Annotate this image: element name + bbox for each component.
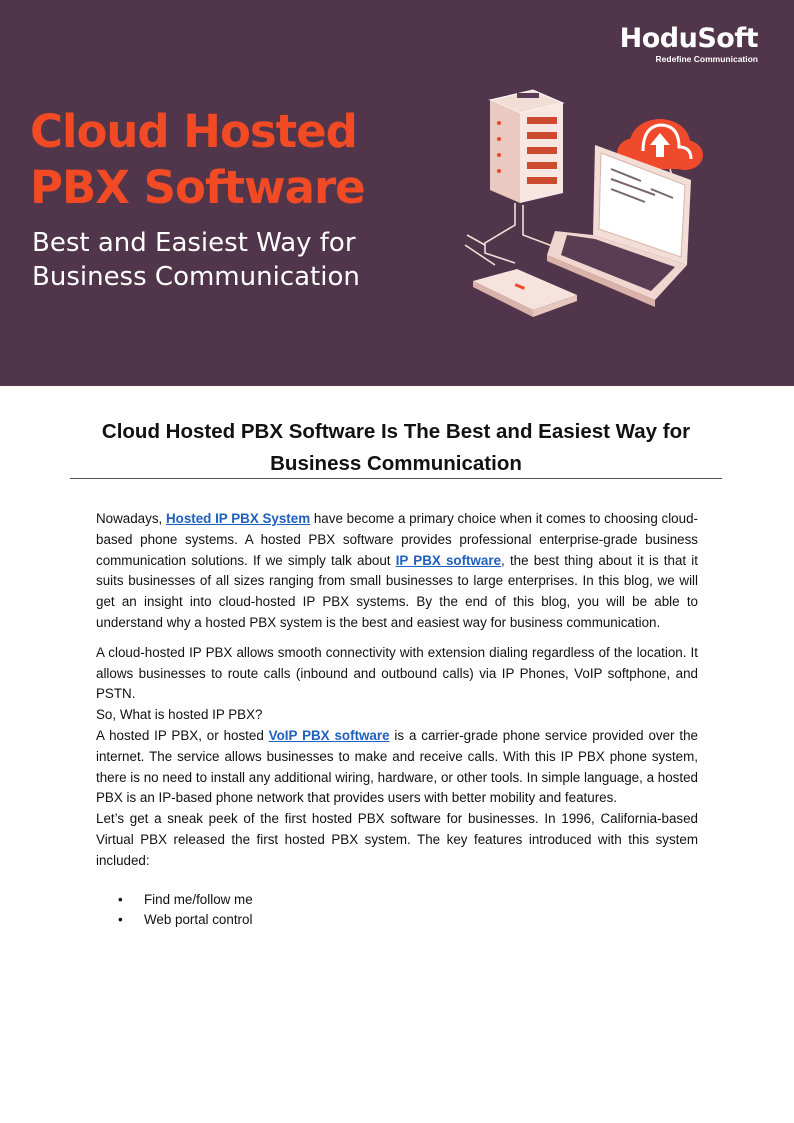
banner-subtitle-line2: Business Communication — [32, 262, 360, 292]
logo-name: HoduSoft — [619, 23, 758, 54]
list-item-text: Web portal control — [144, 911, 253, 927]
hosted-ip-pbx-system-link[interactable]: Hosted IP PBX System — [165, 511, 311, 526]
heading-divider — [70, 478, 722, 479]
article-body — [96, 509, 698, 930]
bullet-icon: • — [118, 911, 123, 927]
banner-title — [30, 104, 450, 216]
definition-text-1: A hosted IP PBX, or hosted — [96, 727, 269, 743]
cable-lines — [465, 203, 555, 265]
banner-subtitle-line1: Best and Easiest Way for — [32, 228, 356, 258]
list-item-text: Find me/follow me — [144, 891, 253, 907]
paragraph-definition — [96, 726, 698, 809]
voip-pbx-software-link[interactable]: VoIP PBX software — [268, 727, 390, 743]
intro-text-1: Nowadays, — [96, 511, 166, 526]
logo-tagline: Redefine Communication — [655, 54, 758, 64]
hodusoft-logo[interactable] — [620, 24, 758, 64]
paragraph-history: Let’s get a sneak peek of the first hosted PBX software for businesses. In 1996, California-based Virtual PBX released the first hosted PBX system. The key features introduced with this system included: — [96, 811, 698, 868]
cloud-pbx-illustration — [455, 85, 725, 345]
hero-banner — [0, 0, 794, 386]
banner-title-line1: Cloud Hosted — [30, 105, 357, 158]
banner-subtitle — [32, 226, 452, 294]
definition-text-2: is a carrier-grade phone service provided over the internet. The service allows businesses to make and receive calls. With this IP PBX phone system, there is no need to install any additional wiring, hardware, or other tools. In simple language, a hosted PBX is an IP-based phone network that provides users with better mobility and features. — [96, 727, 698, 806]
paragraph-connectivity: A cloud-hosted IP PBX allows smooth connectivity with extension dialing regardless of the location. It allows businesses to route calls (inbound and outbound calls) via IP Phones, VoIP softphone, and PSTN. — [96, 644, 698, 702]
article-heading: Cloud Hosted PBX Software Is The Best and Easiest Way for Business Communication — [101, 420, 691, 475]
bullet-icon: • — [118, 891, 123, 907]
server-icon — [490, 90, 563, 203]
features-list — [96, 890, 698, 930]
phone-icon — [473, 269, 577, 317]
paragraph-intro — [96, 509, 698, 634]
question-heading: So, What is hosted IP PBX? — [96, 707, 263, 723]
list-item — [96, 910, 698, 930]
intro-text-2: have become a primary choice when it comes to choosing cloud-based phone systems. A hosted PBX software provides professional enterprise-grade business communication solutions. If we simply talk about — [96, 511, 698, 568]
banner-title-line2: PBX Software — [30, 161, 365, 214]
list-item — [96, 890, 698, 910]
intro-text-3: , the best thing about it is that it suits businesses of all sizes ranging from small businesses to large enterprises. In this blog, we will get an insight into cloud-hosted IP PBX systems. By the end of this blog, you will be able to understand why a hosted PBX system is the best and easiest way for business communication. — [96, 552, 699, 630]
ip-pbx-software-link[interactable]: IP PBX software — [395, 552, 502, 568]
